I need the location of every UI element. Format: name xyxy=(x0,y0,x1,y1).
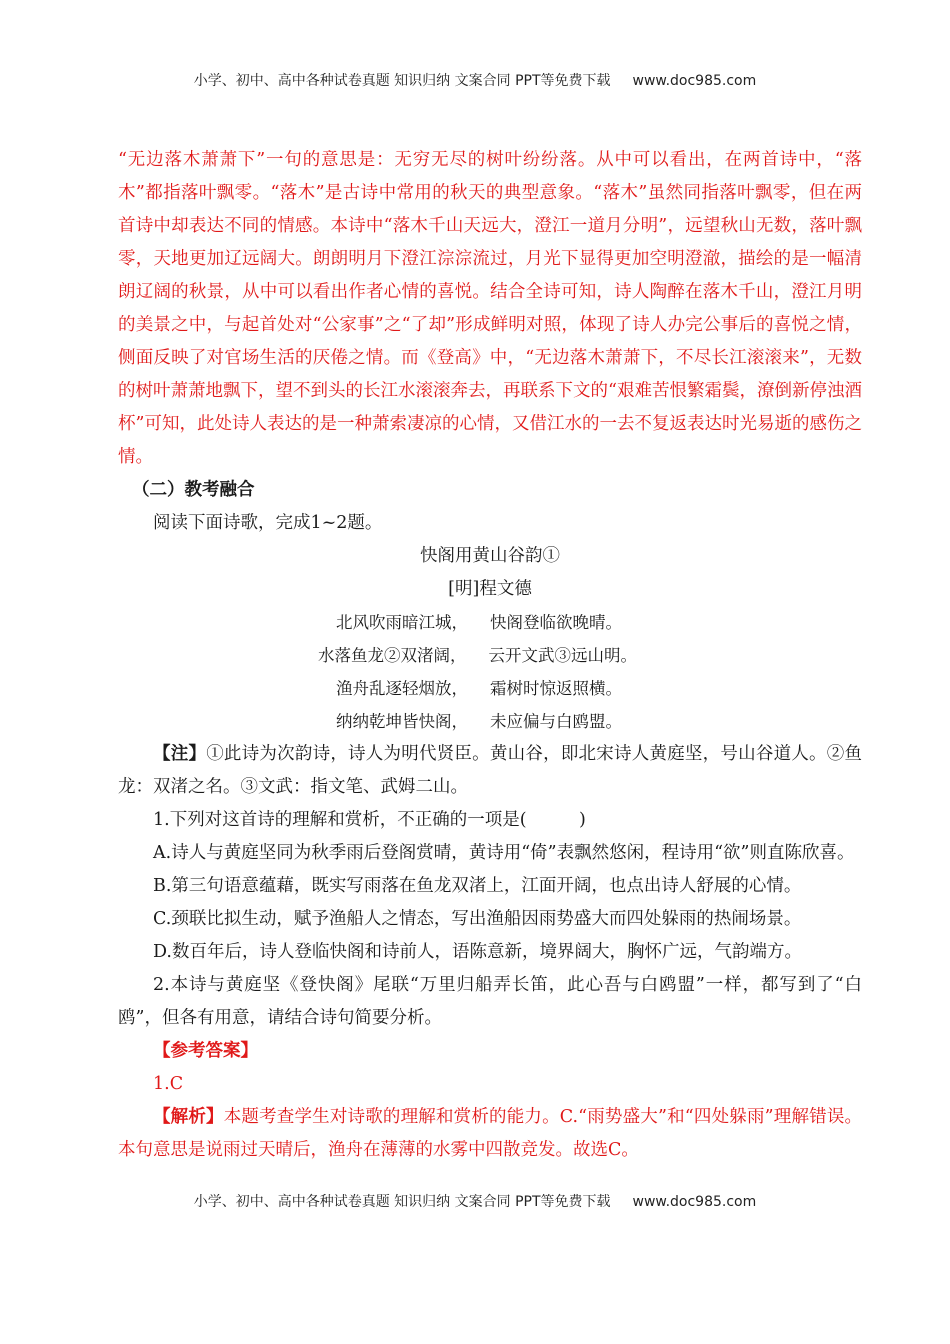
option-c: C.颈联比拟生动，赋予渔船人之情态，写出渔船因雨势盛大而四处躲雨的热闹场景。 xyxy=(153,909,802,929)
poem-body xyxy=(118,606,862,738)
poem-title: 快阁用黄山谷韵① xyxy=(420,546,560,566)
poem-line xyxy=(118,672,862,705)
question-2-stem: 2.本诗与黄庭坚《登快阁》尾联“万里归船弄长笛，此心吾与白鸥盟”一样，都写到了“白鸥”，但各有用意，请结合诗句简要分析。 xyxy=(118,975,862,1028)
poem-line xyxy=(118,639,862,672)
analysis-paragraph: “无边落木萧萧下”一句的意思是：无穷无尽的树叶纷纷落。从中可以看出，在两首诗中，“落木”都指落叶飘零。“落木”是古诗中常用的秋天的典型意象。“落木”虽然同指落叶飘零，但在两首诗中却表达不同的情感。本诗中“落木千山天远大，澄江一道月分明”，远望秋山无数，落叶飘零，天地更加辽远阔大。朗朗明月下澄江淙淙流过，月光下显得更加空明澄澈，描绘的是一幅清朗辽阔的秋景，从中可以看出作者心情的喜悦。结合全诗可知，诗人陶醉在落木千山，澄江月明的美景之中，与起首处对“公家事”之“了却”形成鲜明对照，体现了诗人办完公事后的喜悦之情，侧面反映了对官场生活的厌倦之情。而《登高》中，“无边落木萧萧下，不尽长江滚滚来”，无数的树叶萧萧地飘下，望不到头的长江水滚滚奔去，再联系下文的“艰难苦恨繁霜鬓，潦倒新停浊酒杯”可知，此处诗人表达的是一种萧索凄凉的心情，又借江水的一去不复返表达时光易逝的感伤之情。 xyxy=(118,150,862,467)
poem-author: [明]程文德 xyxy=(448,579,532,599)
poem-line xyxy=(118,705,862,738)
answer-label xyxy=(118,1035,862,1068)
section-title: （二）教考融合 xyxy=(132,480,255,500)
poem-line-first-half: 渔舟乱逐轻烟放， xyxy=(336,679,468,698)
note-label: 【注】 xyxy=(153,744,207,764)
answer-analysis xyxy=(118,1101,862,1167)
page-header xyxy=(0,70,950,90)
analysis-text: 本题考查学生对诗歌的理解和赏析的能力。C.“雨势盛大”和“四处躲雨”理解错误。本句意思是说雨过天晴后，渔舟在薄薄的水雾中四散竞发。故选C。 xyxy=(118,1107,862,1160)
header-url[interactable]: www.doc985.com xyxy=(632,73,757,89)
poem-line-first-half: 水落鱼龙②双渚阔， xyxy=(318,646,467,665)
header-text: 小学、初中、高中各种试卷真题 知识归纳 文案合同 PPT等免费下载 xyxy=(193,73,611,89)
poem-line-second-half: 未应偏与白鸥盟。 xyxy=(490,712,622,731)
document-body xyxy=(118,144,862,1167)
option-b: B.第三句语意蕴藉，既实写雨落在鱼龙双渚上，江面开阔，也点出诗人舒展的心情。 xyxy=(153,876,802,896)
poem-line-second-half: 霜树时惊返照横。 xyxy=(490,679,622,698)
answer-1: 1.C xyxy=(153,1074,184,1094)
note-text: ①此诗为次韵诗，诗人为明代贤臣。黄山谷，即北宋诗人黄庭坚，号山谷道人。②鱼龙：双渚之名。③文武：指文笔、武姆二山。 xyxy=(118,744,863,797)
instruction: 阅读下面诗歌，完成1~2题。 xyxy=(153,513,383,533)
poem-note xyxy=(118,738,862,804)
option-d: D.数百年后，诗人登临快阁和诗前人，语陈意新，境界阔大，胸怀广远，气韵端方。 xyxy=(153,942,802,962)
poem-line-first-half: 北风吹雨暗江城， xyxy=(336,613,468,632)
page-footer xyxy=(0,1191,950,1211)
poem-line-first-half: 纳纳乾坤皆快阁， xyxy=(336,712,468,731)
answer-label-text: 【参考答案】 xyxy=(153,1041,258,1061)
footer-text: 小学、初中、高中各种试卷真题 知识归纳 文案合同 PPT等免费下载 xyxy=(193,1194,611,1210)
analysis-label: 【解析】 xyxy=(153,1107,224,1127)
option-a: A.诗人与黄庭坚同为秋季雨后登阁赏晴，黄诗用“倚”表飘然悠闲，程诗用“欲”则直陈欣喜。 xyxy=(153,843,855,863)
footer-url[interactable]: www.doc985.com xyxy=(632,1194,757,1210)
question-1-stem: 1.下列对这首诗的理解和赏析，不正确的一项是( ) xyxy=(153,810,586,830)
poem-line-second-half: 快阁登临欲晚晴。 xyxy=(490,613,622,632)
poem-line xyxy=(118,606,862,639)
poem-line-second-half: 云开文武③远山明。 xyxy=(488,646,637,665)
